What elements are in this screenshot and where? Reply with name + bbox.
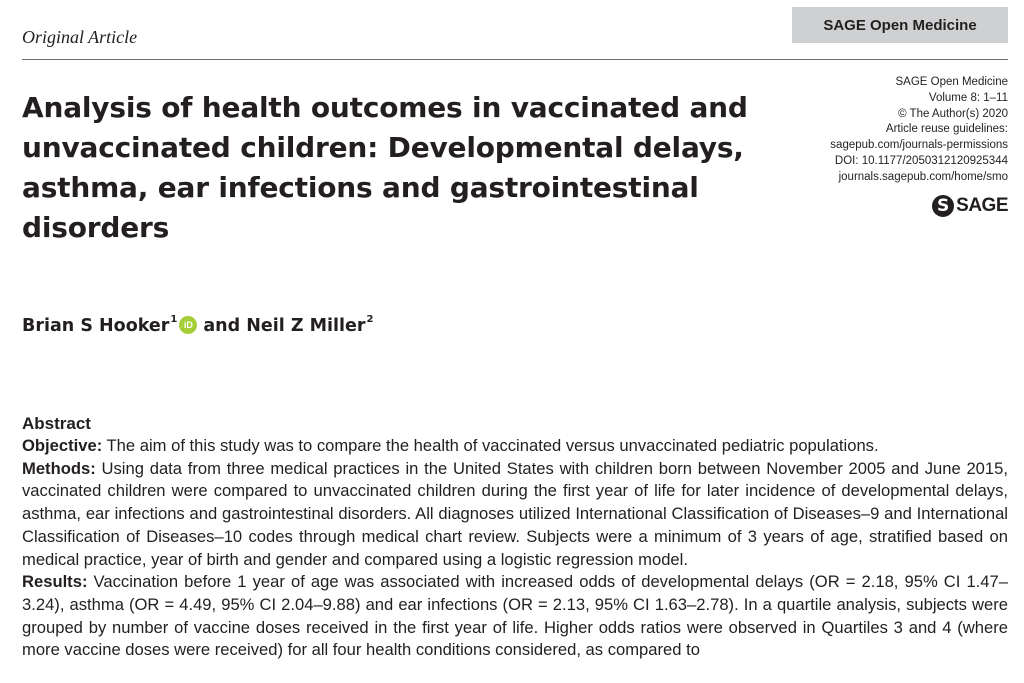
sage-s-icon: S [932,195,954,217]
abstract-section [22,413,1008,662]
results-text: Vaccination before 1 year of age was associated with increased odds of developmental delays (OR = 2.18, 95% CI 1.47–3.24), asthma (OR = 4.49, 95% CI 2.04–9.88) and ear infections (OR = 2.13, 95% CI 1.63–2.78). In a quartile analysis, subjects were grouped by number of vaccine doses received in the first year of life. Higher odds ratios were observed in Quartiles 3 and 4 (where more vaccine doses were received) for all four health conditions considered, as compared to [22,572,1008,660]
meta-copyright: © The Author(s) 2020 [898,107,1008,120]
article-type-label: Original Article [22,27,138,47]
abstract-heading: Abstract [22,414,91,433]
meta-journal-link[interactable]: journals.sagepub.com/home/smo [838,170,1008,183]
article-meta [768,75,1008,186]
sage-logo [932,194,1008,218]
methods-text: Using data from three medical practices in the United States with children born between November 2005 and June 2015, vaccinated children were compared to unvaccinated children during the first year of life for later incidence of developmental delays, asthma, ear infections and gastrointestinal disorders. All diagnoses utilized International Classification of Diseases–9 and International Classification of Diseases–10 codes through medical chart review. Subjects were a minimum of 3 years of age, stratified based on medical practice, year of birth and gender and compared using a logistic regression model. [22,458,1008,569]
header-divider [22,59,1008,60]
meta-journal: SAGE Open Medicine [895,76,1008,88]
author-name[interactable]: Brian S Hooker [22,316,170,336]
affiliation-marker: 2 [366,314,374,325]
abstract-methods [22,458,1008,572]
article-title: Analysis of health outcomes in vaccinated and unvaccinated children: Developmental delays, asthma, ear infections and gastrointestinal disorders [22,91,748,244]
author-list [22,316,374,336]
results-label: Results: [22,572,88,592]
journal-badge: SAGE Open Medicine [792,7,1008,43]
objective-label: Objective: [22,436,103,455]
author-name[interactable]: Neil Z Miller [246,316,366,336]
meta-doi[interactable]: DOI: 10.1177/2050312120925344 [834,154,1008,167]
orcid-icon[interactable]: iD [179,316,197,334]
meta-reuse-label: Article reuse guidelines: [885,123,1008,136]
abstract-objective [22,435,1008,458]
meta-volume: Volume 8: 1–11 [928,91,1008,104]
sage-logo-word: SAGE [956,195,1008,216]
affiliation-marker: 1 [170,314,178,325]
methods-label: Methods: [22,458,96,478]
meta-reuse-link[interactable]: sagepub.com/journals-permissions [830,139,1008,152]
author-conjunction: and [203,316,241,336]
objective-text: The aim of this study was to compare the health of vaccinated versus unvaccinated pediatric populations. [106,436,879,455]
abstract-results [22,571,1008,662]
